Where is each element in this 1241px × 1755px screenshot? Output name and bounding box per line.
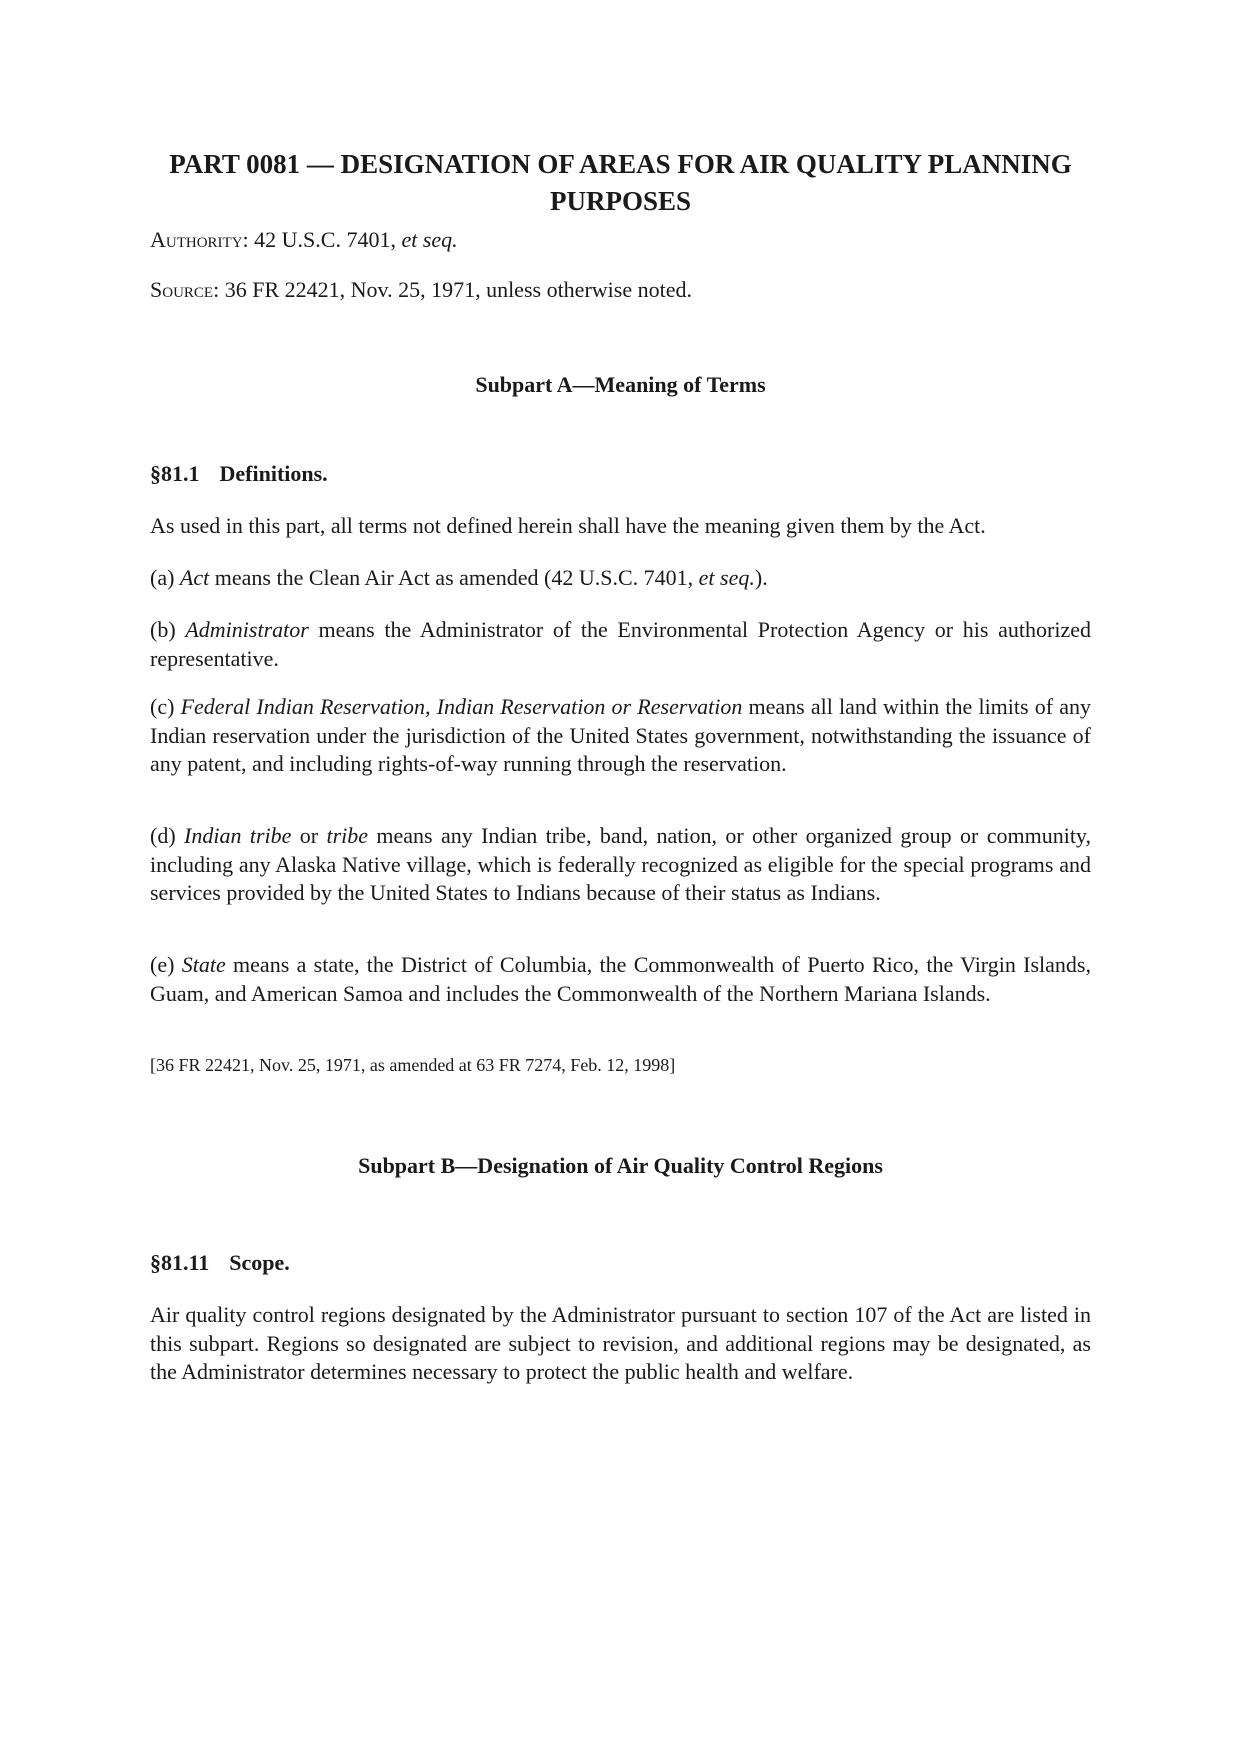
section-title: Scope. xyxy=(229,1250,290,1275)
part-title: PART 0081 — DESIGNATION OF AREAS FOR AIR QUALITY PLANNING PURPOSES xyxy=(169,149,1072,216)
source-colon: : xyxy=(213,277,220,302)
definition-e xyxy=(150,951,1091,1008)
definition-c xyxy=(150,693,1091,779)
definition-prefix: (b) xyxy=(150,617,186,642)
definition-prefix: (c) xyxy=(150,694,181,719)
scope-body: Air quality control regions designated by the Administrator pursuant to section 107 of the Act are listed in this subpart. Regions so designated are subject to revision, and additional regions may be designated, as the Administrator determines necessary to protect the public health and welfare. xyxy=(150,1302,1091,1385)
authority-italic: et seq. xyxy=(401,227,458,252)
section-number: §81.11 xyxy=(150,1250,210,1275)
definition-a xyxy=(150,564,1091,593)
defined-term: Indian tribe xyxy=(184,823,292,848)
section-title: Definitions. xyxy=(219,461,328,486)
definition-text: means all land within the limits of any Indian reservation under the jurisdiction of the United States government, notwithstanding the issuance of any patent, and including rights-of-way running through the reservation. xyxy=(150,694,1091,777)
definition-prefix: (d) xyxy=(150,823,185,848)
subpart-b-heading: Subpart B—Designation of Air Quality Control Regions xyxy=(358,1153,883,1178)
source-label: Source xyxy=(150,277,214,302)
definition-prefix: (e) xyxy=(150,952,182,977)
source-line xyxy=(150,276,692,304)
defined-term: Act xyxy=(179,565,210,590)
authority-colon: : xyxy=(242,227,249,252)
defined-term: Federal Indian Reservation, Indian Reservation or Reservation xyxy=(180,694,743,719)
definition-italic: et seq. xyxy=(698,565,755,590)
definition-text: means a state, the District of Columbia, the Commonwealth of Puerto Rico, the Virgin Islands, Guam, and American Samoa and includes the Commonwealth of the Northern Mariana Islands. xyxy=(150,952,1091,1006)
section-number: §81.1 xyxy=(150,461,200,486)
amendment-citation: [36 FR 22421, Nov. 25, 1971, as amended at 63 FR 7274, Feb. 12, 1998] xyxy=(150,1055,676,1075)
definition-text: means any Indian tribe, band, nation, or other organized group or community, including any Alaska Native village, which is federally recognized as eligible for the special programs and services provided by the United States to Indians because of their status as Indians. xyxy=(150,823,1092,906)
subpart-a-heading: Subpart A—Meaning of Terms xyxy=(475,372,766,397)
defined-term: Administrator xyxy=(185,617,309,642)
definition-connector: or xyxy=(291,823,327,848)
source-text: 36 FR 22421, Nov. 25, 1971, unless otherwise noted. xyxy=(219,277,692,302)
defined-term: State xyxy=(181,952,226,977)
definition-suffix: ). xyxy=(754,565,768,590)
section-81-1-heading xyxy=(150,460,328,488)
authority-label: Authority xyxy=(150,227,243,252)
definition-b xyxy=(150,616,1091,673)
section-81-11-heading xyxy=(150,1249,290,1277)
definition-text: means the Administrator of the Environmental Protection Agency or his authorized representative. xyxy=(150,617,1092,671)
definition-prefix: (a) xyxy=(150,565,180,590)
defined-term-2: tribe xyxy=(326,823,369,848)
authority-text: 42 U.S.C. 7401, xyxy=(248,227,402,252)
definition-text: means the Clean Air Act as amended (42 U.S.C. 7401, xyxy=(209,565,699,590)
definitions-intro: As used in this part, all terms not defined herein shall have the meaning given them by the Act. xyxy=(150,513,986,538)
authority-line xyxy=(150,226,458,254)
definition-d xyxy=(150,822,1091,908)
